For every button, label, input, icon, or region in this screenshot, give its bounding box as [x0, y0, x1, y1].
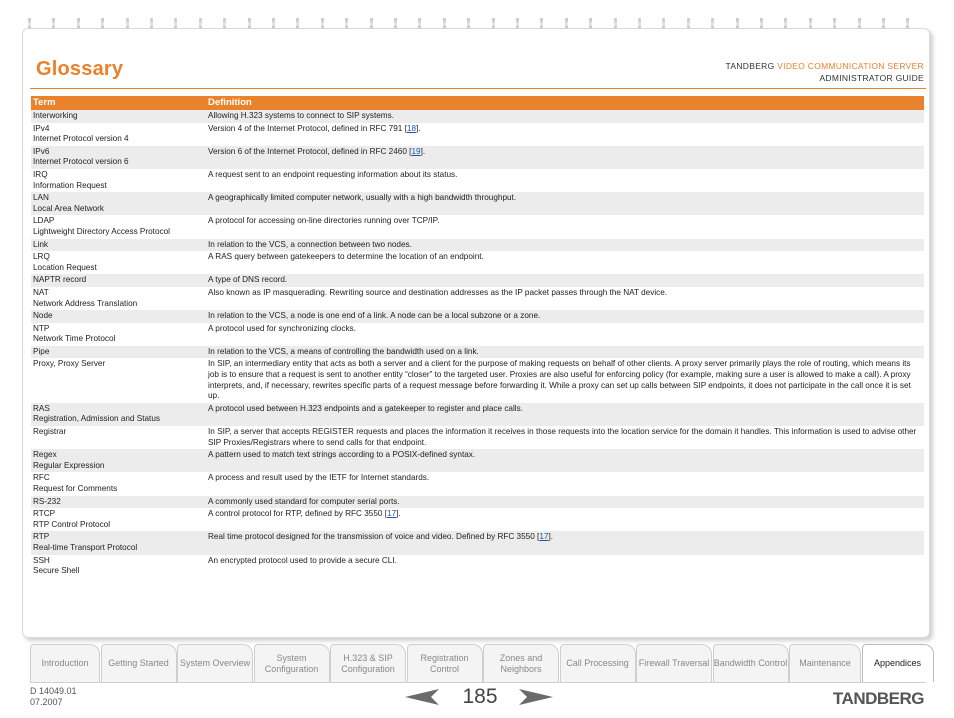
term-cell	[31, 169, 206, 192]
tab-baseline	[30, 682, 926, 683]
brand-header	[726, 61, 924, 71]
term-full: Request for Comments	[33, 484, 118, 493]
tandberg-logo: TANDBERG	[832, 689, 924, 708]
definition-cell	[206, 449, 924, 472]
definition-cell	[206, 508, 924, 531]
term-cell	[31, 426, 206, 449]
table-row	[31, 358, 924, 402]
definition-cell	[206, 287, 924, 310]
term-abbrev: Node	[33, 311, 53, 321]
term-full: Network Address Translation	[33, 298, 138, 308]
definition-cell	[206, 426, 924, 449]
term-abbrev: RTP	[33, 532, 50, 542]
term-abbrev: Proxy, Proxy Server	[33, 359, 106, 369]
definition-cell	[206, 110, 924, 123]
term-cell	[31, 110, 206, 123]
reference-link[interactable]: 17	[387, 509, 397, 519]
table-header-row	[31, 96, 924, 110]
tab-label: Introduction	[41, 658, 89, 668]
product-name: VIDEO COMMUNICATION SERVER	[777, 61, 924, 71]
definition-cell	[206, 531, 924, 554]
term-cell	[31, 555, 206, 578]
term-full: Real-time Transport Protocol	[33, 542, 138, 552]
doc-number: D 14049.01	[30, 686, 77, 696]
tab-label: H.323 & SIP Configuration	[341, 652, 395, 674]
reference-link[interactable]: 19	[411, 146, 421, 156]
definition-text-end: ].	[420, 146, 426, 156]
page-number: 185	[462, 685, 498, 708]
table-row	[31, 531, 924, 554]
term-cell	[31, 472, 206, 495]
term-cell	[31, 449, 206, 472]
tab-call-processing[interactable]	[560, 644, 636, 682]
page-title: Glossary	[36, 58, 124, 80]
table-row	[31, 110, 924, 123]
table-row	[31, 403, 924, 426]
next-page-arrow-icon[interactable]	[519, 689, 553, 705]
term-full: Secure Shell	[33, 566, 80, 576]
tab-introduction[interactable]	[30, 644, 100, 682]
table-row	[31, 251, 924, 274]
tab-zones-and-neighbors[interactable]	[483, 644, 559, 682]
term-full: Regular Expression	[33, 460, 105, 470]
term-cell	[31, 146, 206, 169]
table-row	[31, 426, 924, 449]
tab-label: System Configuration	[264, 652, 319, 674]
definition-text: A type of DNS record.	[208, 275, 288, 285]
definition-text-end: ].	[548, 532, 553, 542]
tab-firewall-traversal[interactable]	[636, 644, 712, 682]
term-cell	[31, 531, 206, 554]
term-abbrev: NTP	[33, 323, 50, 333]
definition-cell	[206, 215, 924, 238]
reference-link[interactable]: 17	[539, 532, 549, 542]
definition-cell	[206, 310, 924, 323]
table-row	[31, 449, 924, 472]
term-full: Lightweight Directory Access Protocol	[33, 226, 170, 236]
previous-page-arrow-icon[interactable]	[405, 689, 439, 705]
column-header-definition: Definition	[206, 96, 924, 110]
term-full: Internet Protocol version 6	[33, 157, 129, 167]
tab-bandwidth-control[interactable]	[713, 644, 789, 682]
tab-label: Appendices	[873, 658, 922, 668]
definition-cell	[206, 146, 924, 169]
term-cell	[31, 323, 206, 346]
tab-label: Getting Started	[108, 658, 169, 668]
definition-cell	[206, 192, 924, 215]
term-cell	[31, 508, 206, 531]
tab-getting-started[interactable]	[101, 644, 177, 682]
term-abbrev: RS-232	[33, 496, 61, 506]
definition-text: An encrypted protocol used to provide a secure CLI.	[208, 555, 397, 565]
definition-text: Allowing H.323 systems to connect to SIP systems.	[208, 111, 394, 120]
pager	[405, 685, 555, 713]
chapter-tabs	[30, 644, 926, 682]
definition-text: In SIP, a server that accepts REGISTER requests and places the information it receives in those requests into the location service for the domain it handles. This information is used to advise other SIP Proxies/Registrars where to send calls for that endpoint.	[208, 427, 917, 447]
term-full: Information Request	[33, 180, 107, 190]
term-cell	[31, 251, 206, 274]
term-full: RTP Control Protocol	[33, 519, 111, 529]
term-abbrev: Regex	[33, 450, 57, 460]
tab-label: Firewall Traversal	[638, 658, 710, 668]
term-cell	[31, 215, 206, 238]
term-cell	[31, 346, 206, 359]
term-abbrev: Link	[33, 239, 49, 249]
definition-text: A RAS query between gatekeepers to determine the location of an endpoint.	[208, 252, 484, 262]
definition-text: Version 4 of the Internet Protocol, defined in RFC 791 [	[208, 123, 407, 133]
definition-cell	[206, 346, 924, 359]
definition-text: In relation to the VCS, a means of controlling the bandwidth used on a link.	[208, 346, 479, 356]
table-row	[31, 239, 924, 252]
term-abbrev: LRQ	[33, 252, 50, 262]
definition-text: Version 6 of the Internet Protocol, defined in RFC 2460 [	[208, 146, 412, 156]
term-abbrev: Pipe	[33, 346, 50, 356]
definition-text: Also known as IP masquerading. Rewriting source and destination addresses as the IP packet passes through the NAT device.	[208, 287, 668, 297]
term-full: Network Time Protocol	[33, 334, 116, 344]
term-cell	[31, 239, 206, 252]
definition-cell	[206, 555, 924, 578]
definition-cell	[206, 358, 924, 402]
tab-maintenance[interactable]	[789, 644, 861, 682]
term-abbrev: SSH	[33, 555, 50, 565]
tab-system-overview[interactable]	[177, 644, 253, 682]
table-row	[31, 192, 924, 215]
definition-cell	[206, 496, 924, 509]
definition-text: A request sent to an endpoint requesting information about its status.	[208, 169, 458, 179]
term-full: Local Area Network	[33, 203, 104, 213]
definition-cell	[206, 274, 924, 287]
table-row	[31, 215, 924, 238]
definition-text: A protocol used between H.323 endpoints and a gatekeeper to register and place calls.	[208, 403, 523, 413]
term-full: Internet Protocol version 4	[33, 134, 129, 144]
term-abbrev: RFC	[33, 473, 50, 483]
term-abbrev: LDAP	[33, 216, 55, 226]
term-cell	[31, 310, 206, 323]
definition-cell	[206, 251, 924, 274]
term-cell	[31, 192, 206, 215]
document-id	[30, 686, 77, 708]
term-full: Registration, Admission and Status	[33, 414, 160, 424]
brand-name: TANDBERG	[725, 61, 775, 71]
tab-label: System Overview	[179, 658, 250, 668]
definition-text: In relation to the VCS, a node is one end of a link. A node can be a local subzone or a zone.	[208, 311, 541, 321]
definition-cell	[206, 403, 924, 426]
table-row	[31, 310, 924, 323]
term-full: Location Request	[33, 262, 97, 272]
term-abbrev: Interworking	[33, 111, 78, 120]
doc-date: 07.2007	[30, 697, 63, 707]
glossary-table	[31, 96, 924, 578]
definition-cell	[206, 239, 924, 252]
definition-cell	[206, 472, 924, 495]
definition-text: A process and result used by the IETF for Internet standards.	[208, 473, 430, 483]
table-row	[31, 169, 924, 192]
tab-label: Registration Control	[420, 652, 469, 674]
term-abbrev: NAPTR record	[33, 275, 87, 285]
tab-label: Call Processing	[566, 658, 629, 668]
table-row	[31, 146, 924, 169]
definition-cell	[206, 123, 924, 146]
table-row	[31, 274, 924, 287]
table-row	[31, 508, 924, 531]
table-row	[31, 496, 924, 509]
term-cell	[31, 358, 206, 402]
table-row	[31, 287, 924, 310]
column-header-term: Term	[31, 96, 206, 110]
table-row	[31, 123, 924, 146]
definition-text: A pattern used to match text strings according to a POSIX-defined syntax.	[208, 450, 476, 460]
term-abbrev: RAS	[33, 403, 50, 413]
term-cell	[31, 274, 206, 287]
definition-text: In SIP, an intermediary entity that acts as both a server and a client for the purpose of making requests on behalf of other clients. A proxy server primarily plays the role of routing, which means its job is to ensure that a request is sent to another entity “closer” to the targeted user. Proxies are also useful for enforcing policy (for example, making sure a user is allowed to make a call). A proxy interprets, and, if necessary, rewrites specific parts of a request message before forwarding it. While a proxy can set up calls between SIP endpoints, it does not participate in the call once it is set up.	[208, 359, 911, 401]
tab-system-configuration[interactable]	[254, 644, 330, 682]
definition-text: A geographically limited computer network, usually with a high bandwidth throughput.	[208, 193, 517, 203]
definition-text-end: ].	[416, 123, 421, 133]
definition-text: A control protocol for RTP, defined by RFC 3550 [	[208, 509, 388, 519]
term-cell	[31, 123, 206, 146]
term-cell	[31, 496, 206, 509]
definition-text: A protocol used for synchronizing clocks.	[208, 323, 356, 333]
table-row	[31, 323, 924, 346]
title-divider	[30, 88, 926, 89]
guide-name: ADMINISTRATOR GUIDE	[819, 73, 924, 83]
term-abbrev: Registrar	[33, 427, 67, 437]
definition-text: In relation to the VCS, a connection between two nodes.	[208, 239, 412, 249]
table-row	[31, 346, 924, 359]
reference-link[interactable]: 18	[406, 123, 416, 133]
table-row	[31, 472, 924, 495]
term-abbrev: IRQ	[33, 169, 48, 179]
term-cell	[31, 403, 206, 426]
term-abbrev: IPv4	[33, 123, 50, 133]
tab-label: Bandwidth Control	[713, 658, 788, 668]
definition-text: A commonly used standard for computer serial ports.	[208, 496, 400, 506]
term-cell	[31, 287, 206, 310]
term-abbrev: IPv6	[33, 146, 50, 156]
definition-cell	[206, 169, 924, 192]
definition-text: A protocol for accessing on-line directories running over TCP/IP.	[208, 216, 440, 226]
tab-registration-control[interactable]	[407, 644, 483, 682]
definition-text: Real time protocol designed for the transmission of voice and video. Defined by RFC 3550 [	[208, 532, 540, 542]
term-abbrev: NAT	[33, 287, 49, 297]
term-abbrev: LAN	[33, 193, 49, 203]
definition-cell	[206, 323, 924, 346]
table-row	[31, 555, 924, 578]
term-abbrev: RTCP	[33, 509, 56, 519]
tab-label: Zones and Neighbors	[499, 652, 543, 674]
tab-appendices[interactable]	[862, 644, 934, 682]
tab-label: Maintenance	[799, 658, 851, 668]
tab-h-323-sip-configuration[interactable]	[330, 644, 406, 682]
definition-text-end: ].	[396, 509, 401, 519]
